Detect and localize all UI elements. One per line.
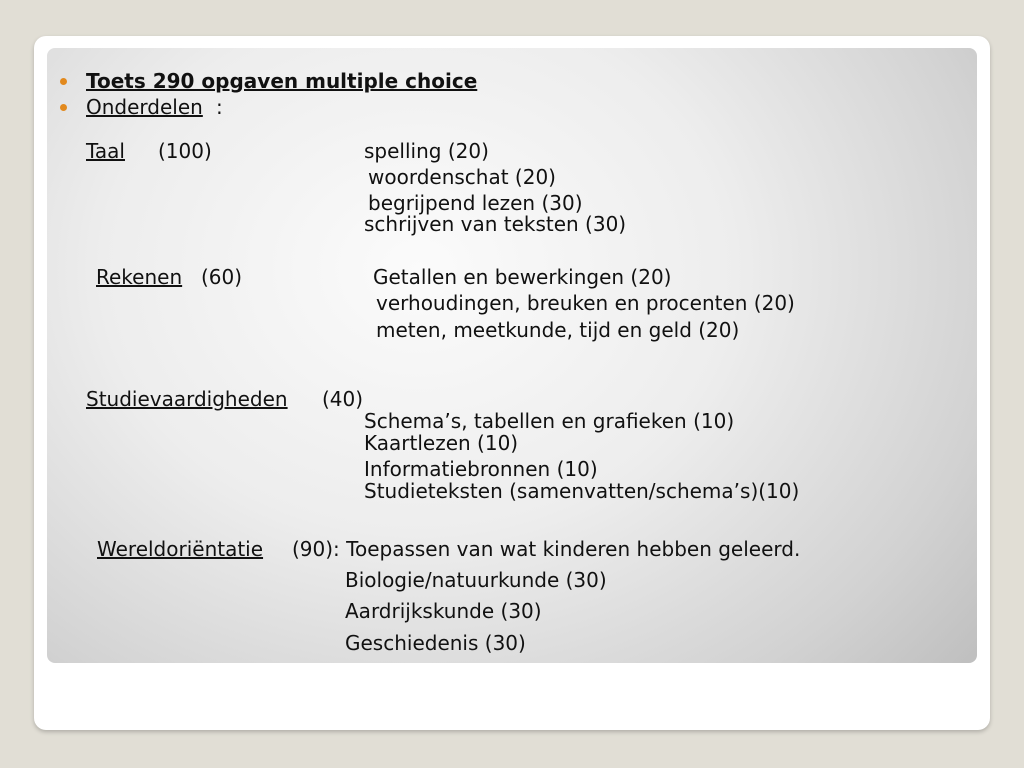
rekenen-item: meten, meetkunde, tijd en geld (20) [376,318,740,342]
studie-label: Studievaardigheden [86,387,288,411]
taal-item: spelling (20) [364,139,489,163]
studie-item: Kaartlezen (10) [364,431,519,455]
rekenen-item: Getallen en bewerkingen (20) [373,265,672,289]
wereld-label: Wereldoriëntatie [97,537,264,561]
taal-item: woordenschat (20) [368,165,556,189]
heading: Toets 290 opgaven multiple choice [86,69,478,93]
rekenen-item: verhoudingen, breuken en procenten (20) [376,291,795,315]
taal-count: (100) [158,139,212,163]
wereld-item: Aardrijkskunde (30) [345,599,542,623]
wereld-description: (90): Toepassen van wat kinderen hebben geleerd. [292,537,801,561]
bullet-dot-2 [60,104,67,111]
taal-item: schrijven van teksten (30) [364,212,627,236]
taal-label: Taal [86,139,125,163]
rekenen-label: Rekenen [96,265,183,289]
studie-item: Studieteksten (samenvatten/schema’s)(10) [364,479,800,503]
studie-item: Informatiebronnen (10) [364,457,598,481]
wereld-item: Biologie/natuurkunde (30) [345,568,607,592]
onderdelen-colon: : [216,95,223,119]
studie-count: (40) [322,387,364,411]
content-panel [47,48,977,663]
wereld-item: Geschiedenis (30) [345,631,526,655]
studie-item: Schema’s, tabellen en grafieken (10) [364,409,735,433]
bullet-dot-1 [60,78,67,85]
onderdelen-label: Onderdelen [86,95,203,119]
taal-item: begrijpend lezen (30) [368,191,583,215]
rekenen-count: (60) [201,265,243,289]
